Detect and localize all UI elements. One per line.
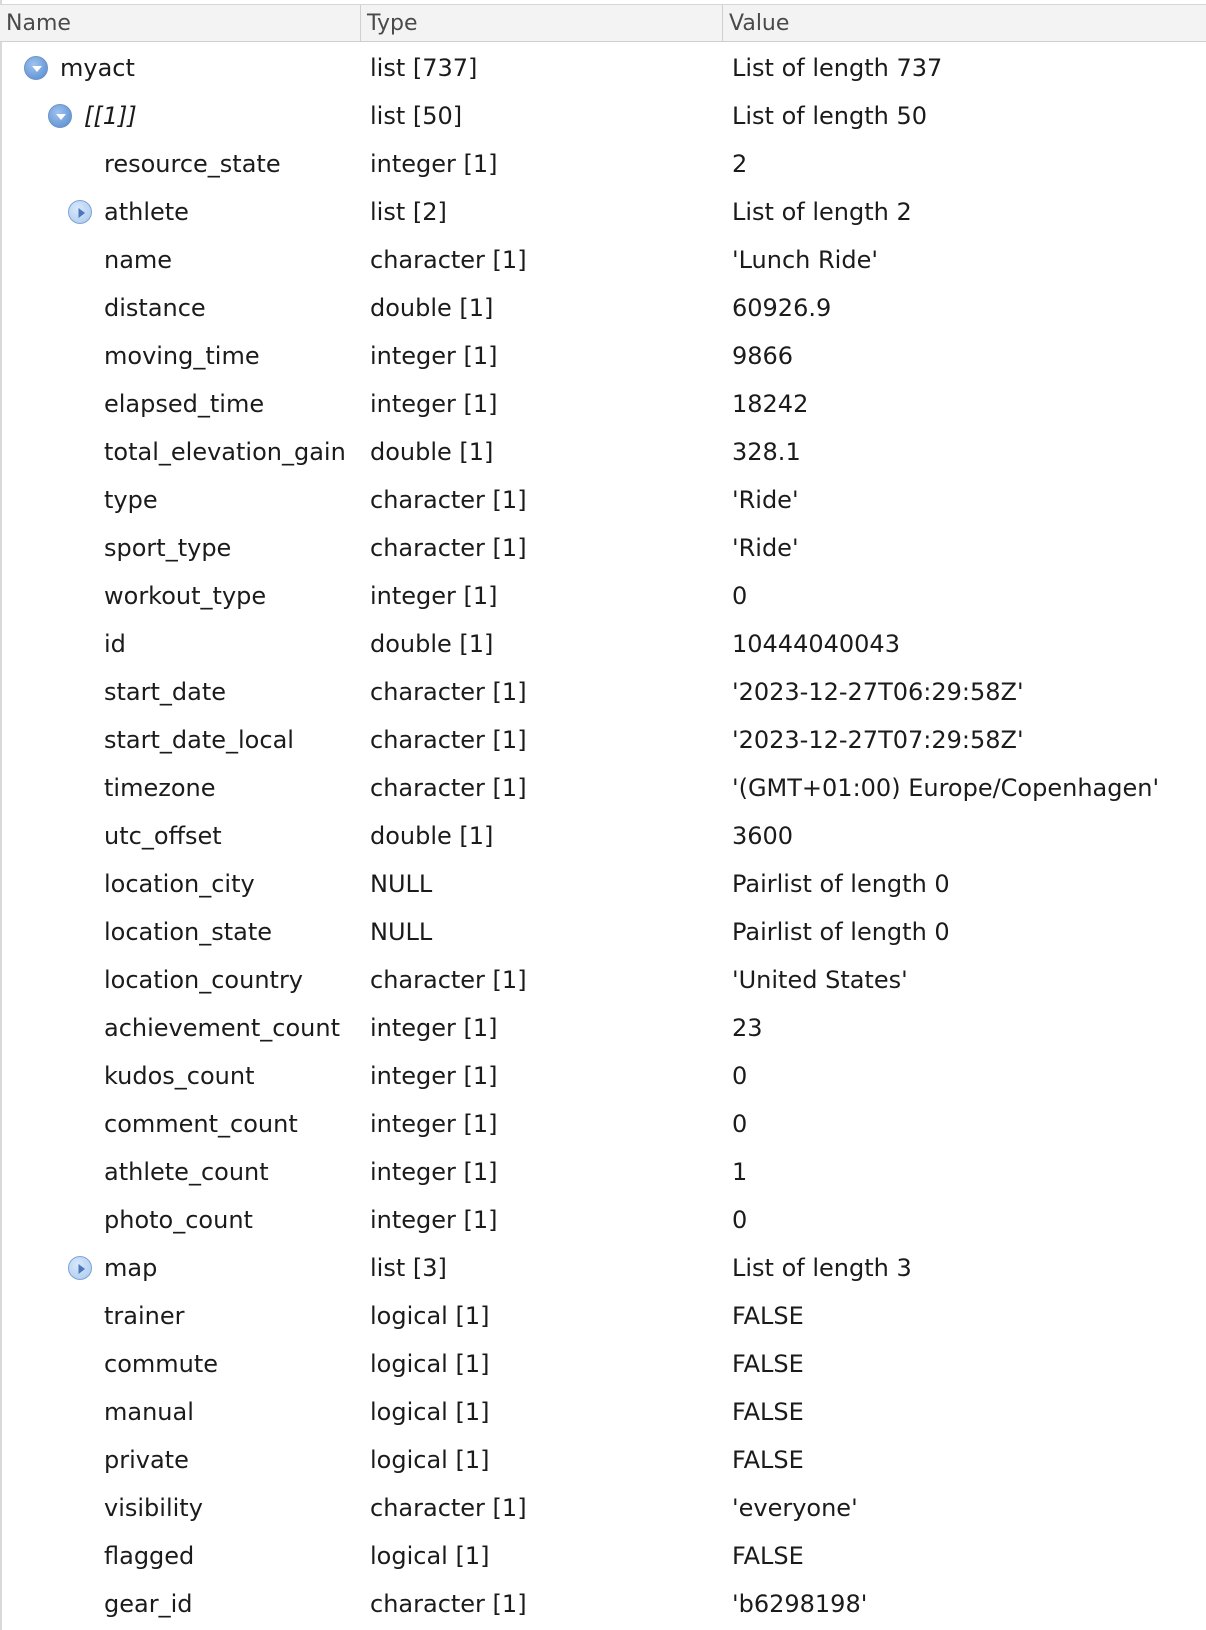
row-name: comment_count xyxy=(104,1110,298,1138)
expanded-toggle-icon[interactable] xyxy=(48,104,72,128)
row-name: elapsed_time xyxy=(104,390,265,418)
row-name: athlete xyxy=(104,198,189,226)
tree-row-item-1[interactable] xyxy=(0,92,1206,140)
row-type: double [1] xyxy=(370,438,494,466)
row-type: logical [1] xyxy=(370,1302,490,1330)
row-value: Pairlist of length 0 xyxy=(732,870,950,898)
row-name: type xyxy=(104,486,158,514)
row-value: Pairlist of length 0 xyxy=(732,918,950,946)
row-value: 'Ride' xyxy=(732,486,799,514)
row-value: '(GMT+01:00) Europe/Copenhagen' xyxy=(732,774,1160,802)
row-value: FALSE xyxy=(732,1446,804,1474)
row-type: double [1] xyxy=(370,822,494,850)
tree-row[interactable] xyxy=(0,140,1206,188)
row-value: 3600 xyxy=(732,822,794,850)
row-value: List of length 737 xyxy=(732,54,943,82)
row-type: character [1] xyxy=(370,678,527,706)
tree-row[interactable] xyxy=(0,524,1206,572)
row-name: gear_id xyxy=(104,1590,193,1618)
row-type: integer [1] xyxy=(370,150,498,178)
row-name: workout_type xyxy=(104,582,267,610)
tree-row[interactable] xyxy=(0,1388,1206,1436)
tree-row[interactable] xyxy=(0,284,1206,332)
tree-row[interactable] xyxy=(0,860,1206,908)
tree-row-athlete[interactable] xyxy=(0,188,1206,236)
tree-row[interactable] xyxy=(0,332,1206,380)
row-name: location_city xyxy=(104,870,255,898)
row-name: kudos_count xyxy=(104,1062,255,1090)
expanded-toggle-icon[interactable] xyxy=(24,56,48,80)
column-header-name[interactable]: Name xyxy=(6,11,71,36)
tree-row[interactable] xyxy=(0,716,1206,764)
row-type: NULL xyxy=(370,870,433,898)
row-value: 23 xyxy=(732,1014,763,1042)
row-name: sport_type xyxy=(104,534,232,562)
tree-row[interactable] xyxy=(0,908,1206,956)
row-type: logical [1] xyxy=(370,1350,490,1378)
tree-row[interactable] xyxy=(0,620,1206,668)
row-value: '2023-12-27T07:29:58Z' xyxy=(732,726,1024,754)
row-type: character [1] xyxy=(370,534,527,562)
row-type: integer [1] xyxy=(370,1014,498,1042)
tree-row[interactable] xyxy=(0,812,1206,860)
tree-row[interactable] xyxy=(0,668,1206,716)
tree-row[interactable] xyxy=(0,1484,1206,1532)
column-header xyxy=(0,4,1206,42)
tree-row[interactable] xyxy=(0,1148,1206,1196)
row-type: integer [1] xyxy=(370,390,498,418)
row-name: timezone xyxy=(104,774,216,802)
row-type: integer [1] xyxy=(370,342,498,370)
row-value: List of length 50 xyxy=(732,102,928,130)
row-name: location_country xyxy=(104,966,304,994)
tree-row[interactable] xyxy=(0,1052,1206,1100)
row-type: character [1] xyxy=(370,486,527,514)
row-value: 'b6298198' xyxy=(732,1590,868,1618)
collapsed-toggle-icon[interactable] xyxy=(68,200,92,224)
row-name: athlete_count xyxy=(104,1158,269,1186)
row-value: '2023-12-27T06:29:58Z' xyxy=(732,678,1024,706)
row-value: 60926.9 xyxy=(732,294,832,322)
row-type: integer [1] xyxy=(370,1206,498,1234)
collapsed-toggle-icon[interactable] xyxy=(68,1256,92,1280)
row-name: start_date_local xyxy=(104,726,294,754)
row-type: character [1] xyxy=(370,1590,527,1618)
row-name: start_date xyxy=(104,678,227,706)
row-value: FALSE xyxy=(732,1398,804,1426)
row-type: logical [1] xyxy=(370,1542,490,1570)
row-type: integer [1] xyxy=(370,1158,498,1186)
row-value: 0 xyxy=(732,1110,748,1138)
row-value: List of length 2 xyxy=(732,198,912,226)
tree-row-map[interactable] xyxy=(0,1244,1206,1292)
row-type: character [1] xyxy=(370,246,527,274)
tree-row[interactable] xyxy=(0,1292,1206,1340)
row-value: 328.1 xyxy=(732,438,801,466)
row-name: achievement_count xyxy=(104,1014,340,1042)
row-name: photo_count xyxy=(104,1206,253,1234)
column-header-value[interactable]: Value xyxy=(722,5,1206,42)
row-name: flagged xyxy=(104,1542,195,1570)
tree-row[interactable] xyxy=(0,1196,1206,1244)
row-name: id xyxy=(104,630,126,658)
tree-row[interactable] xyxy=(0,572,1206,620)
tree-row[interactable] xyxy=(0,764,1206,812)
tree-rows xyxy=(0,44,1206,1628)
row-type: integer [1] xyxy=(370,1062,498,1090)
row-name: distance xyxy=(104,294,206,322)
row-value: 'Lunch Ride' xyxy=(732,246,878,274)
tree-row[interactable] xyxy=(0,1340,1206,1388)
row-name: commute xyxy=(104,1350,219,1378)
row-type: logical [1] xyxy=(370,1446,490,1474)
tree-row[interactable] xyxy=(0,476,1206,524)
row-type: NULL xyxy=(370,918,433,946)
tree-row[interactable] xyxy=(0,1100,1206,1148)
tree-row[interactable] xyxy=(0,428,1206,476)
row-value: 'United States' xyxy=(732,966,908,994)
row-name: manual xyxy=(104,1398,194,1426)
row-name: name xyxy=(104,246,173,274)
row-value: FALSE xyxy=(732,1350,804,1378)
row-name: visibility xyxy=(104,1494,203,1522)
tree-row[interactable] xyxy=(0,380,1206,428)
tree-row[interactable] xyxy=(0,1436,1206,1484)
row-value: FALSE xyxy=(732,1542,804,1570)
row-name: resource_state xyxy=(104,150,281,178)
row-name: private xyxy=(104,1446,189,1474)
row-type: character [1] xyxy=(370,774,527,802)
row-name: myact xyxy=(60,54,135,82)
column-header-type[interactable]: Type xyxy=(360,5,722,42)
tree-row[interactable] xyxy=(0,1004,1206,1052)
row-type: integer [1] xyxy=(370,1110,498,1138)
row-value: FALSE xyxy=(732,1302,804,1330)
row-value: 'everyone' xyxy=(732,1494,858,1522)
row-type: character [1] xyxy=(370,966,527,994)
row-type: double [1] xyxy=(370,630,494,658)
row-name: map xyxy=(104,1254,158,1282)
row-type: list [3] xyxy=(370,1254,447,1282)
row-type: list [2] xyxy=(370,198,447,226)
row-value: 9866 xyxy=(732,342,794,370)
row-type: character [1] xyxy=(370,726,527,754)
row-name: total_elevation_gain xyxy=(104,438,346,466)
row-type: logical [1] xyxy=(370,1398,490,1426)
row-value: List of length 3 xyxy=(732,1254,912,1282)
row-name: utc_offset xyxy=(104,822,222,850)
row-type: character [1] xyxy=(370,1494,527,1522)
tree-row[interactable] xyxy=(0,956,1206,1004)
row-value: 0 xyxy=(732,1206,748,1234)
row-value: 10444040043 xyxy=(732,630,900,658)
row-value: 2 xyxy=(732,150,748,178)
row-value: 18242 xyxy=(732,390,809,418)
row-value: 0 xyxy=(732,1062,748,1090)
row-name: [[1]] xyxy=(84,102,137,130)
row-value: 'Ride' xyxy=(732,534,799,562)
tree-row[interactable] xyxy=(0,236,1206,284)
row-type: list [50] xyxy=(370,102,463,130)
row-name: trainer xyxy=(104,1302,185,1330)
row-type: double [1] xyxy=(370,294,494,322)
row-value: 1 xyxy=(732,1158,748,1186)
tree-row[interactable] xyxy=(0,1580,1206,1628)
tree-row[interactable] xyxy=(0,1532,1206,1580)
row-type: list [737] xyxy=(370,54,478,82)
tree-row-myact[interactable] xyxy=(0,44,1206,92)
row-value: 0 xyxy=(732,582,748,610)
row-name: moving_time xyxy=(104,342,260,370)
row-name: location_state xyxy=(104,918,273,946)
row-type: integer [1] xyxy=(370,582,498,610)
